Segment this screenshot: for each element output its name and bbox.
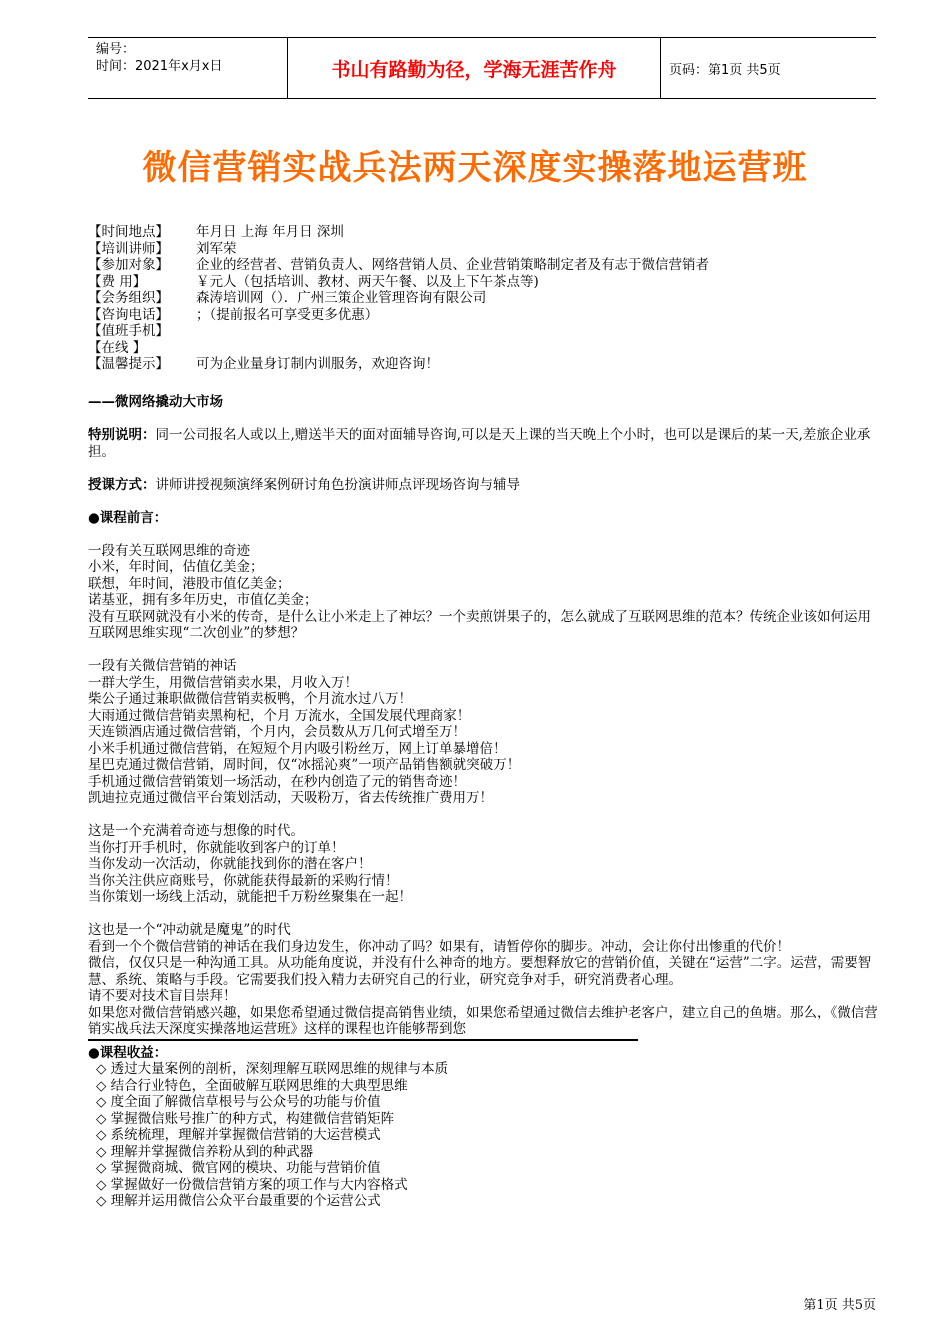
info-value: 森涛培训网（）．广州三策企业管理咨询有限公司 — [196, 290, 487, 306]
method-text: 讲师讲授视频演绎案例研讨角色扮演讲师点评现场咨询与辅导 — [155, 476, 520, 493]
preface-line: 一段有关微信营销的神话 — [88, 658, 237, 674]
preface-line: 联想，年时间，港股市值亿美金； — [88, 575, 291, 592]
info-row — [88, 274, 709, 291]
preface-line: 看到一个个微信营销的神话在我们身边发生，你冲动了吗？如果有，请暂停你的脚步。冲动，会让你付出惨重的代价！ — [88, 938, 790, 955]
preface-line: 小米，年时间，估值亿美金； — [88, 559, 264, 575]
preface-line: 星巴克通过微信营销，周时间，仅“冰摇沁爽”一项产品销售额就突破万！ — [88, 757, 521, 773]
benefits-list — [88, 1061, 878, 1210]
benefit-item: ◇ 掌握微信账号推广的种方式，构建微信营销矩阵 — [96, 1110, 395, 1127]
preface-line: 一段有关互联网思维的奇迹 — [88, 542, 250, 559]
benefit-item: ◇ 系统梳理，理解并掌握微信营销的大运营模式 — [96, 1127, 381, 1143]
header-table — [88, 37, 876, 99]
page-footer: 第1页 共5页 — [803, 1298, 876, 1313]
benefit-item: ◇ 度全面了解微信草根号与公众号的功能与价值 — [96, 1094, 381, 1110]
preface-line: 没有互联网就没有小米的传奇，是什么让小米走上了神坛？一个卖煎饼果子的，怎么就成了互联网思维的范本？传统企业该如何运用互联网思维实现“二次创业”的梦想？ — [88, 608, 871, 641]
info-row — [88, 257, 709, 274]
preface-line: 微信，仅仅只是一种沟通工具。从功能角度说，并没有什么神奇的地方。要想释放它的营销价值，关键在“运营”二字。运营，需要智慧、系统、策略与手段。它需要我们投入精力去研究自己的行业，研究竞争对手，研究消费者心理。 — [88, 955, 872, 988]
benefits-heading: ●课程收益： — [88, 1044, 168, 1061]
preface-line: 诺基亚，拥有多年历史，市值亿美金； — [88, 592, 318, 608]
preface-section — [88, 543, 878, 1038]
info-label: 【值班手机】 — [88, 323, 169, 339]
preface-line: 这是一个充满着奇迹与想像的时代。 — [88, 823, 304, 839]
info-value: 刘军荣 — [196, 240, 237, 257]
benefit-item: ◇ 掌握做好一份微信营销方案的项工作与大内容格式 — [96, 1176, 408, 1193]
preface-line: 小米手机通过微信营销，在短短个月内吸引粉丝万，网上订单暴增倍！ — [88, 740, 507, 757]
preface-line: 天连锁酒店通过微信营销，个月内，会员数从万几何式增至万！ — [88, 724, 466, 740]
info-label: 【咨询电话】 — [88, 306, 169, 323]
preface-line: 手机通过微信营销策划一场活动，在秒内创造了元的销售奇迹！ — [88, 773, 466, 790]
preface-line: 一群大学生，用微信营销卖水果，月收入万！ — [88, 674, 358, 691]
preface-line: 如果您对微信营销感兴趣，如果您希望通过微信提高销售业绩，如果您希望通过微信去维护老客户，建立自己的鱼塘。那么，《微信营销实战兵法天深度实操落地运营班》这样的课程也许能够帮到您 — [88, 1004, 878, 1037]
benefit-item: ◇ 理解并运用微信公众平台最重要的个运营公式 — [96, 1193, 381, 1209]
course-info — [88, 224, 709, 373]
page-title: 微信营销实战兵法两天深度实操落地运营班 — [142, 148, 808, 188]
preface-line: 大雨通过微信营销卖黑枸杞，个月 万流水，全国发展代理商家！ — [88, 707, 471, 724]
document-time: 时间：2021年x月x日 — [96, 59, 223, 74]
info-label: 【会务组织】 — [88, 290, 169, 306]
header-page-number: 页码：第1页 共5页 — [669, 62, 781, 78]
preface-line: 这也是一个“冲动就是魔鬼”的时代 — [88, 922, 291, 938]
header-meta — [88, 38, 288, 98]
benefit-item: ◇ 透过大量案例的剖析，深刻理解互联网思维的规律与本质 — [96, 1061, 449, 1077]
divider — [88, 1039, 638, 1041]
preface-heading: ●课程前言： — [88, 509, 168, 526]
info-value: 年月日 上海 年月日 深圳 — [196, 224, 344, 240]
header-motto: 书山有路勤为径，学海无涯苦作舟 — [288, 38, 661, 98]
teaching-method — [88, 477, 878, 494]
info-label: 【参加对象】 — [88, 257, 169, 273]
info-row — [88, 323, 709, 340]
method-label: 授课方式： — [88, 476, 156, 493]
info-value: ￥元人（包括培训、教材、两天午餐、以及上下午茶点等) — [196, 273, 539, 290]
info-row — [88, 356, 709, 373]
info-value: 企业的经营者、营销负责人、网络营销人员、企业营销策略制定者及有志于微信营销者 — [196, 257, 709, 273]
info-row — [88, 241, 709, 258]
info-label: 【在线 】 — [88, 339, 147, 356]
special-label: 特别说明： — [88, 427, 156, 443]
benefit-item: ◇ 掌握微商城、微官网的模块、功能与营销价值 — [96, 1160, 381, 1176]
document-number: 编号： — [96, 42, 136, 57]
preface-line: 请不要对技术盲目崇拜！ — [88, 988, 237, 1004]
info-label: 【费 用】 — [88, 273, 147, 290]
info-row — [88, 307, 709, 324]
preface-line: 当你发动一次活动，你就能找到你的潜在客户！ — [88, 856, 372, 872]
info-label: 【温馨提示】 — [88, 356, 169, 372]
info-row — [88, 224, 709, 241]
benefit-item: ◇ 结合行业特色，全面破解互联网思维的大典型思维 — [96, 1077, 408, 1094]
preface-line: 凯迪拉克通过微信平台策划活动，天吸粉万，省去传统推广费用万！ — [88, 790, 493, 806]
special-note — [88, 427, 878, 460]
tagline: ——微网络撬动大市场 — [88, 394, 223, 410]
info-label: 【时间地点】 — [88, 224, 169, 240]
info-row — [88, 290, 709, 307]
preface-line: 当你策划一场线上活动，就能把千万粉丝聚集在一起！ — [88, 889, 412, 905]
document-body — [88, 394, 878, 1210]
preface-line: 当你打开手机时，你就能收到客户的订单！ — [88, 839, 345, 856]
info-row — [88, 340, 709, 357]
preface-line: 柴公子通过兼职做微信营销卖板鸭，个月流水过八万！ — [88, 691, 412, 707]
info-value: 可为企业量身订制内训服务，欢迎咨询！ — [196, 356, 439, 372]
special-text: 同一公司报名人或以上,赠送半天的面对面辅导咨询,可以是天上课的当天晚上个小时，也可以是课后的某一天,差旅企业承担。 — [88, 427, 871, 460]
info-value: ；（提前报名可享受更多优惠） — [196, 306, 379, 323]
preface-line: 当你关注供应商账号，你就能获得最新的采购行情！ — [88, 872, 399, 889]
info-label: 【培训讲师】 — [88, 240, 169, 257]
benefit-item: ◇ 理解并掌握微信养粉从到的种武器 — [96, 1143, 314, 1160]
